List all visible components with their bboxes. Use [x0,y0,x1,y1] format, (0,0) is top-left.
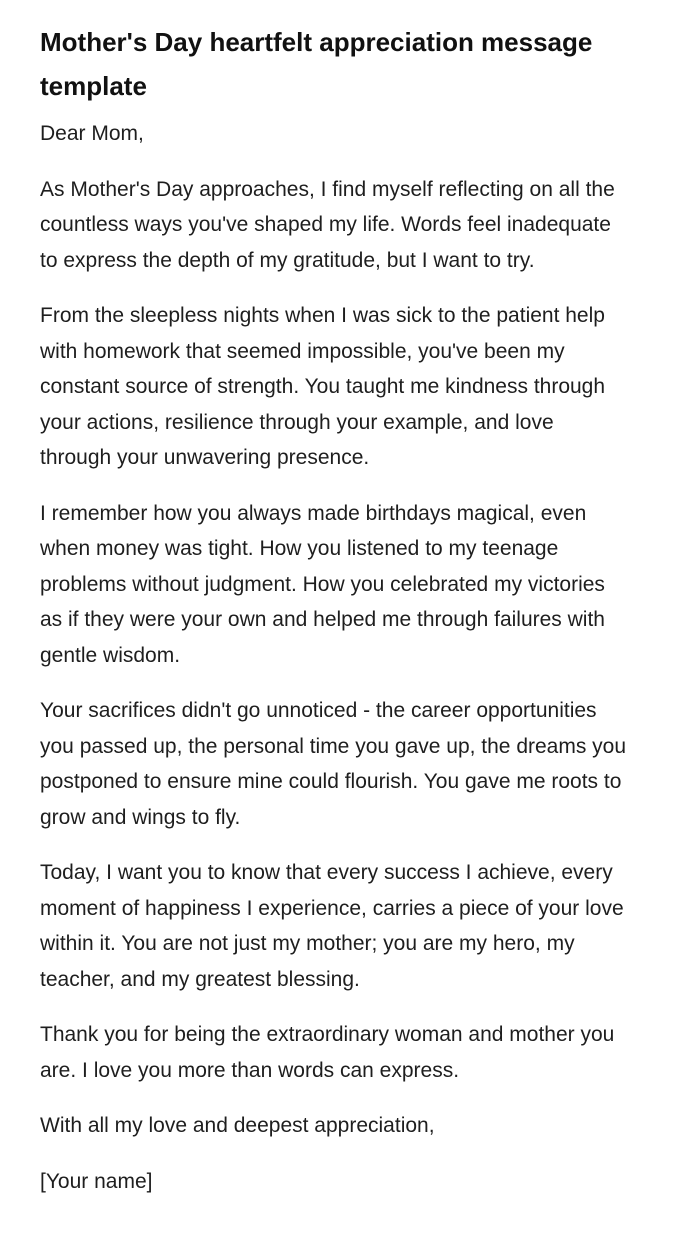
page-title: Mother's Day heartfelt appreciation message template [40,27,593,101]
letter-paragraph: Your sacrifices didn't go unnoticed - the career opportunities you passed up, the personal time you gave up, the dreams you postponed to ensure mine could flourish. You gave me roots to grow and wings to fly. [40,699,627,829]
letter-paragraph: Today, I want you to know that every success I achieve, every moment of happiness I experience, carries a piece of your love within it. You are not just my mother; you are my hero, my teacher, and my greatest blessing. [40,861,624,991]
letter-paragraph: From the sleepless nights when I was sick to the patient help with homework that seemed impossible, you've been my constant source of strength. You taught me kindness through your actions, resilience through your example, and love through your unwavering presence. [40,304,606,469]
letter-paragraph: I remember how you always made birthdays magical, even when money was tight. How you listened to my teenage problems without judgment. How you celebrated my victories as if they were your own and helped me through failures with gentle wisdom. [40,501,605,667]
signature: [Your name] [40,1169,153,1193]
closing: With all my love and deepest appreciation, [40,1114,435,1137]
letter-paragraph: As Mother's Day approaches, I find myself reflecting on all the countless ways you've shaped my life. Words feel inadequate to express the depth of my gratitude, but I want to try. [40,177,615,272]
letter-paragraph: Thank you for being the extraordinary woman and mother you are. I love you more than words can express. [40,1023,615,1082]
letter-paragraphs [40,172,660,1089]
letter-body [40,116,660,1199]
salutation: Dear Mom, [40,122,144,145]
